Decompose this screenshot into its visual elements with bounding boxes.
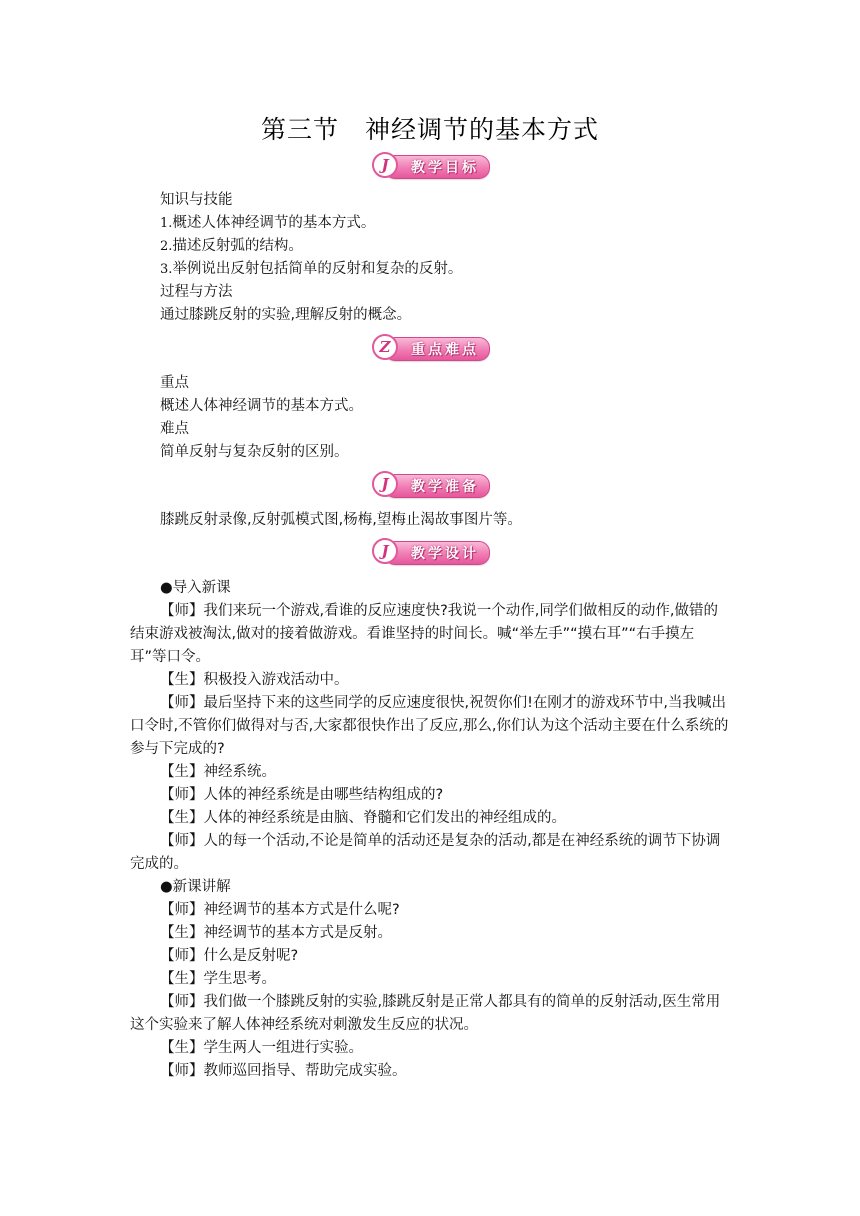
- objectives-badge-icon: J: [372, 152, 398, 178]
- preparation-banner: [370, 471, 490, 499]
- intro-paragraph-3: 【师】最后坚持下来的这些同学的反应速度很快,祝贺你们!在刚才的游戏环节中,当我喊出口令时,不管你们做得对与否,大家都很快作出了反应,那么,你们认为这个活动主要在什么系统的参与下完成的?: [130, 695, 729, 757]
- preparation-badge-icon: J: [372, 471, 398, 497]
- design-badge-icon: J: [372, 538, 398, 564]
- key-points-banner-label: 重点难点: [411, 342, 479, 358]
- preparation-banner-label: 教学准备: [411, 479, 479, 495]
- objective-item-3: 3.举例说出反射包括简单的反射和复杂的反射。: [160, 261, 463, 277]
- difficulty-heading: 难点: [160, 421, 189, 437]
- preparation-text: 膝跳反射录像,反射弧模式图,杨梅,望梅止渴故事图片等。: [160, 512, 522, 528]
- new-paragraph-3: 【师】什么是反射呢?: [160, 948, 299, 964]
- process-heading: 过程与方法: [160, 284, 233, 300]
- key-points-banner: [370, 334, 490, 362]
- new-paragraph-7: 【师】教师巡回指导、帮助完成实验。: [160, 1063, 407, 1079]
- new-paragraph-2: 【生】神经调节的基本方式是反射。: [160, 925, 392, 941]
- intro-paragraph-1: 【师】我们来玩一个游戏,看谁的反应速度快?我说一个动作,同学们做相反的动作,做错的结束游戏被淘汰,做对的接着做游戏。看谁坚持的时间长。喊“举左手”“摸右耳”“右手摸左耳”等口令。: [130, 603, 719, 665]
- new-paragraph-4: 【生】学生思考。: [160, 971, 276, 987]
- intro-heading: ●导入新课: [160, 580, 231, 596]
- intro-paragraph-6: 【生】人体的神经系统是由脑、脊髓和它们发出的神经组成的。: [160, 810, 566, 826]
- objectives-banner-label: 教学目标: [411, 160, 479, 176]
- new-lesson-heading: ●新课讲解: [160, 879, 231, 895]
- page-title: 第三节 神经调节的基本方式: [260, 115, 599, 144]
- difficulty-text: 简单反射与复杂反射的区别。: [160, 444, 349, 460]
- focus-text: 概述人体神经调节的基本方式。: [160, 398, 363, 414]
- knowledge-heading: 知识与技能: [160, 192, 233, 208]
- design-banner-label: 教学设计: [411, 546, 479, 562]
- intro-paragraph-2: 【生】积极投入游戏活动中。: [160, 672, 349, 688]
- intro-paragraph-5: 【师】人体的神经系统是由哪些结构组成的?: [160, 787, 444, 803]
- objectives-banner: [370, 152, 490, 180]
- intro-paragraph-4: 【生】神经系统。: [160, 764, 276, 780]
- key-points-badge-icon: Z: [372, 334, 398, 360]
- focus-heading: 重点: [160, 375, 189, 391]
- new-paragraph-5: 【师】我们做一个膝跳反射的实验,膝跳反射是正常人都具有的简单的反射活动,医生常用这个实验来了解人体神经系统对刺激发生反应的状况。: [130, 994, 721, 1033]
- objective-item-1: 1.概述人体神经调节的基本方式。: [160, 215, 376, 231]
- new-paragraph-6: 【生】学生两人一组进行实验。: [160, 1040, 363, 1056]
- intro-paragraph-7: 【师】人的每一个活动,不论是简单的活动还是复杂的活动,都是在神经系统的调节下协调完成的。: [130, 833, 721, 872]
- new-paragraph-1: 【师】神经调节的基本方式是什么呢?: [160, 902, 400, 918]
- objective-item-2: 2.描述反射弧的结构。: [160, 238, 303, 254]
- design-banner: [370, 538, 490, 566]
- process-text: 通过膝跳反射的实验,理解反射的概念。: [160, 307, 412, 323]
